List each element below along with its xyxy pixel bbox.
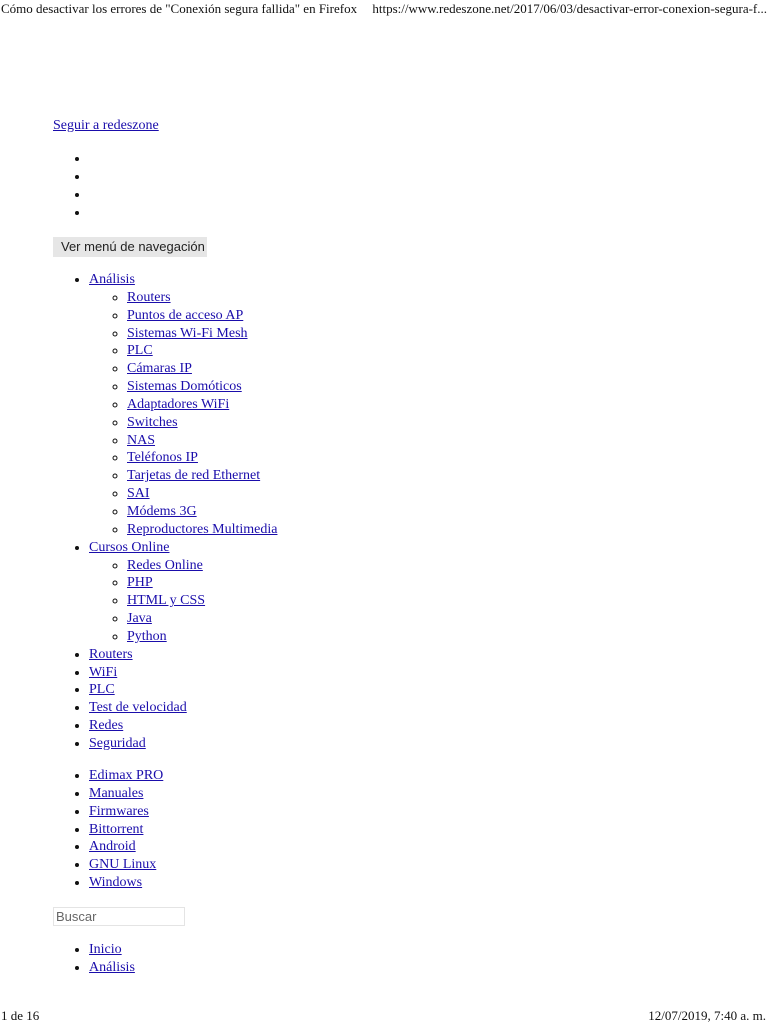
menu-item: [89, 646, 277, 664]
menu-seguridad-link[interactable]: Seguridad: [89, 735, 146, 751]
secondary-navigation-menu: [53, 767, 163, 892]
submenu-sistemas-domoticos-link[interactable]: Sistemas Domóticos: [127, 379, 242, 395]
submenu-item: [127, 592, 277, 610]
submenu-switches-link[interactable]: Switches: [127, 414, 178, 430]
submenu-item: [127, 414, 277, 432]
submenu-adaptadores-wifi-link[interactable]: Adaptadores WiFi: [127, 396, 230, 412]
submenu-telefonos-ip-link[interactable]: Teléfonos IP: [127, 450, 198, 466]
page-title: Cómo desactivar los errores de "Conexión segura fallida" en Firefox: [1, 1, 358, 16]
extra-bittorrent-link[interactable]: Bittorrent: [89, 821, 144, 837]
menu-item: [89, 539, 277, 646]
submenu-item: [127, 503, 277, 521]
menu-item: [89, 803, 163, 821]
menu-item: [89, 767, 163, 785]
submenu-item: [127, 628, 277, 646]
extra-windows-link[interactable]: Windows: [89, 875, 143, 891]
menu-test-de-velocidad-link[interactable]: Test de velocidad: [89, 700, 187, 716]
menu-item: [89, 735, 277, 753]
page-url: https://www.redeszone.net/2017/06/03/desactivar-error-conexion-segura-f...: [372, 1, 767, 16]
main-navigation-menu: [53, 271, 277, 753]
submenu-item: [127, 396, 277, 414]
menu-routers-link[interactable]: Routers: [89, 646, 133, 662]
submenu-reproductores-multimedia-link[interactable]: Reproductores Multimedia: [127, 521, 278, 537]
bottom-navigation-menu: [53, 941, 135, 977]
menu-plc-link[interactable]: PLC: [89, 682, 115, 698]
submenu-item: [127, 378, 277, 396]
submenu-item: [127, 342, 277, 360]
submenu-item: [127, 610, 277, 628]
extra-gnu-linux-link[interactable]: GNU Linux: [89, 857, 157, 873]
submenu-sistemas-wi-fi-mesh-link[interactable]: Sistemas Wi-Fi Mesh: [127, 325, 248, 341]
submenu-routers-link[interactable]: Routers: [127, 289, 171, 305]
menu-item: [89, 941, 135, 959]
menu-item: [89, 699, 277, 717]
submenu-html-y-css-link[interactable]: HTML y CSS: [127, 593, 206, 609]
menu-item: [89, 838, 163, 856]
submenu-item: [127, 432, 277, 450]
submenu-tarjetas-de-red-ethernet-link[interactable]: Tarjetas de red Ethernet: [127, 468, 261, 484]
print-datetime: 12/07/2019, 7:40 a. m.: [648, 1008, 766, 1023]
submenu-item: [127, 325, 277, 343]
nav-menu-toggle-button[interactable]: Ver menú de navegación: [53, 237, 207, 257]
menu-item: [89, 874, 163, 892]
submenu-item: [127, 449, 277, 467]
submenu-nas-link[interactable]: NAS: [127, 432, 156, 448]
submenu-item: [127, 467, 277, 485]
submenu-item: [127, 289, 277, 307]
page-number: 1 de 16: [1, 1008, 40, 1023]
menu-item: [89, 959, 135, 977]
bottom-analisis-link[interactable]: Análisis: [89, 959, 135, 975]
submenu-modems-3g-link[interactable]: Módems 3G: [127, 503, 197, 519]
submenu-plc-link[interactable]: PLC: [127, 343, 153, 359]
social-links-list: [53, 150, 89, 222]
menu-item: [89, 785, 163, 803]
menu-item: [89, 821, 163, 839]
submenu-item: [127, 557, 277, 575]
extra-firmwares-link[interactable]: Firmwares: [89, 803, 149, 819]
submenu-php-link[interactable]: PHP: [127, 575, 153, 591]
submenu-item: [127, 360, 277, 378]
submenu-redes-online-link[interactable]: Redes Online: [127, 557, 203, 573]
extra-edimax-pro-link[interactable]: Edimax PRO: [89, 768, 164, 783]
menu-item: [89, 856, 163, 874]
submenu-item: [127, 307, 277, 325]
extra-manuales-link[interactable]: Manuales: [89, 785, 144, 801]
submenu-sai-link[interactable]: SAI: [127, 486, 150, 502]
menu-cursos-online-link[interactable]: Cursos Online: [89, 539, 170, 555]
submenu-camaras-ip-link[interactable]: Cámaras IP: [127, 361, 192, 377]
bottom-inicio-link[interactable]: Inicio: [89, 942, 122, 957]
submenu: [89, 557, 277, 646]
print-header: [0, 0, 768, 20]
menu-wifi-link[interactable]: WiFi: [89, 664, 118, 680]
print-footer: [0, 1008, 768, 1024]
search-input[interactable]: [53, 907, 185, 926]
menu-item: [89, 717, 277, 735]
menu-analisis-link[interactable]: Análisis: [89, 272, 135, 287]
submenu-java-link[interactable]: Java: [127, 611, 152, 627]
submenu-item: [127, 485, 277, 503]
extra-android-link[interactable]: Android: [89, 839, 136, 855]
submenu-puntos-de-acceso-ap-link[interactable]: Puntos de acceso AP: [127, 307, 244, 323]
menu-item: [89, 271, 277, 539]
submenu: [89, 289, 277, 539]
submenu-item: [127, 574, 277, 592]
submenu-python-link[interactable]: Python: [127, 628, 167, 644]
menu-redes-link[interactable]: Redes: [89, 718, 124, 734]
follow-redeszone-link[interactable]: Seguir a redeszone: [53, 118, 159, 133]
menu-item: [89, 664, 277, 682]
menu-item: [89, 681, 277, 699]
submenu-item: [127, 521, 277, 539]
